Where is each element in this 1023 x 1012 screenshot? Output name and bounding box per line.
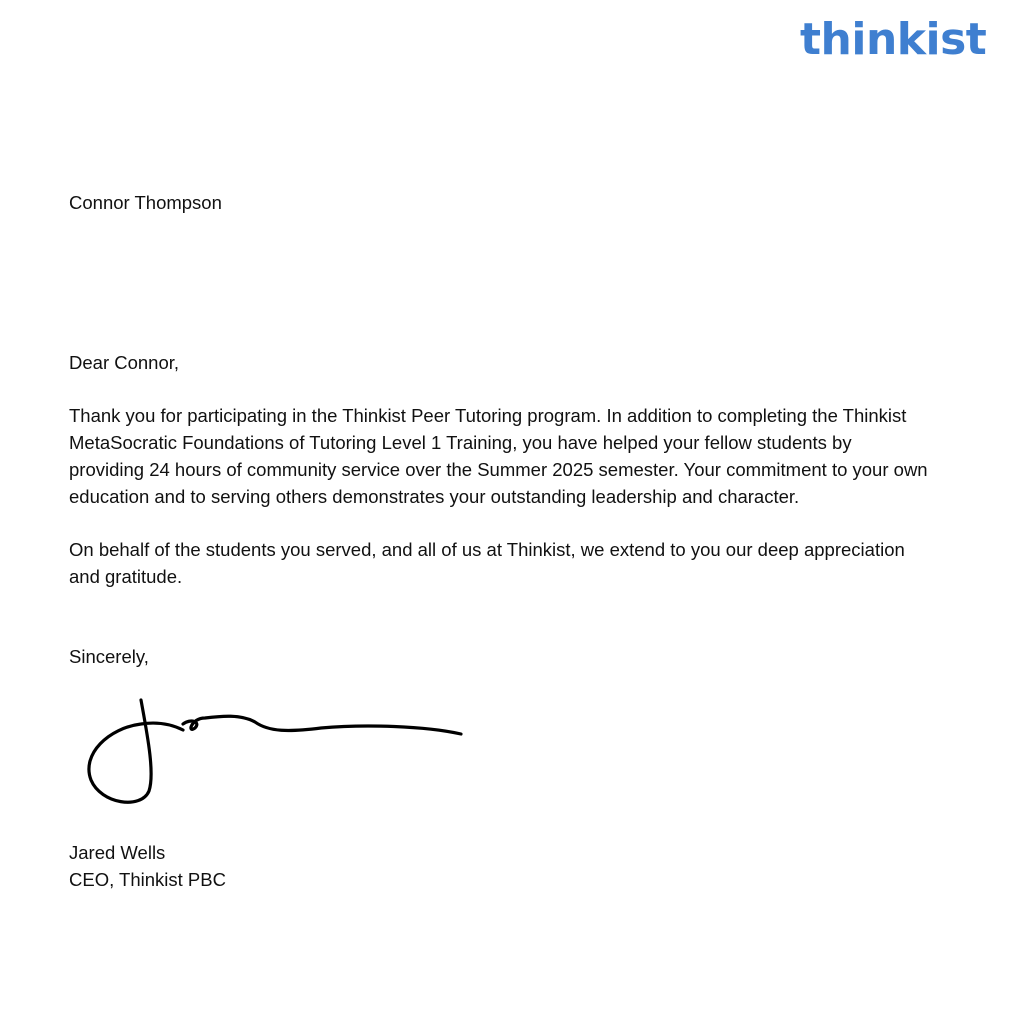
body-paragraph-1: Thank you for participating in the Thinkist Peer Tutoring program. In addition to completing the Thinkist MetaSocratic Foundations of Tutoring Level 1 Training, you have helped your fellow students by providing 24 hours of community service over the Summer 2025 semester. Your commitment to your own education and to serving others demonstrates your outstanding leadership and character. — [69, 405, 928, 507]
signature-image — [83, 688, 463, 808]
signer-title: CEO, Thinkist PBC — [69, 869, 226, 891]
salutation: Dear Connor, — [69, 351, 180, 373]
letter-body — [69, 190, 929, 894]
recipient-name: Connor Thompson — [69, 192, 222, 213]
closing: Sincerely, — [69, 645, 149, 667]
thinkist-logo: thinkist — [800, 14, 987, 65]
body-paragraph-2: On behalf of the students you served, and all of us at Thinkist, we extend to you our deep appreciation and gratitude. — [69, 539, 905, 587]
signer-name: Jared Wells — [69, 842, 166, 864]
